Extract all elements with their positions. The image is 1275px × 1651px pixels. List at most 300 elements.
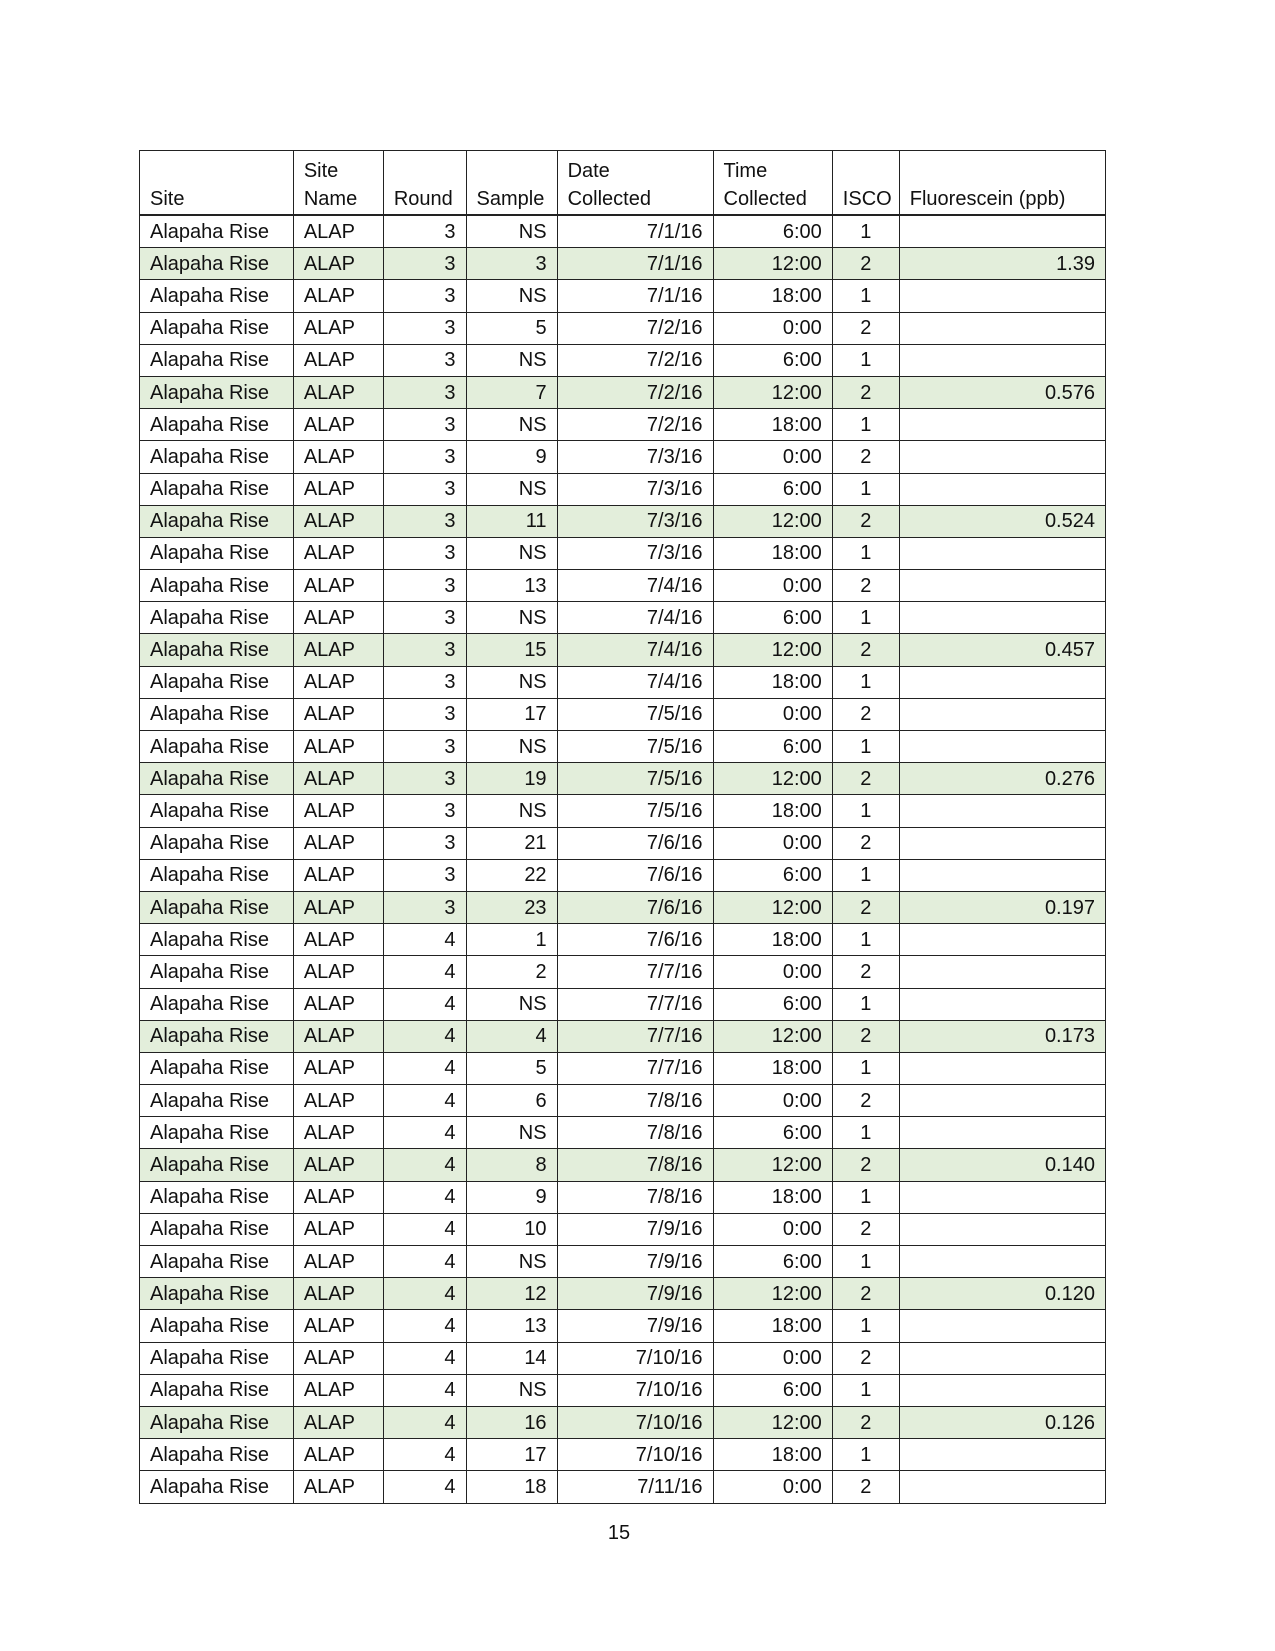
fluorescein-cell: 0.173 (899, 1020, 1105, 1052)
fluorescein-cell: 0.140 (899, 1149, 1105, 1181)
table-row (140, 956, 1106, 988)
table-row (140, 1278, 1106, 1310)
date-cell: 7/2/16 (557, 344, 713, 376)
isco-cell: 1 (832, 409, 899, 441)
round-cell: 4 (383, 1149, 466, 1181)
site-name-cell: ALAP (293, 570, 383, 602)
date-cell: 7/2/16 (557, 312, 713, 344)
sample-cell: 22 (466, 859, 557, 891)
time-cell: 0:00 (713, 1342, 832, 1374)
isco-cell: 1 (832, 731, 899, 763)
round-cell: 3 (383, 505, 466, 537)
date-cell: 7/5/16 (557, 731, 713, 763)
date-cell: 7/4/16 (557, 570, 713, 602)
date-cell: 7/8/16 (557, 1085, 713, 1117)
site-cell: Alapaha Rise (140, 1246, 294, 1278)
round-cell: 3 (383, 376, 466, 408)
site-cell: Alapaha Rise (140, 1310, 294, 1342)
fluorescein-cell: 0.126 (899, 1406, 1105, 1438)
round-cell: 4 (383, 1471, 466, 1503)
fluorescein-cell (899, 827, 1105, 859)
round-cell: 3 (383, 634, 466, 666)
time-cell: 12:00 (713, 634, 832, 666)
site-name-cell: ALAP (293, 537, 383, 569)
column-header-time-collected: Time Collected (713, 151, 832, 216)
sample-cell: 10 (466, 1213, 557, 1245)
column-header-isco: ISCO (832, 151, 899, 216)
time-cell: 18:00 (713, 1052, 832, 1084)
site-cell: Alapaha Rise (140, 1213, 294, 1245)
date-cell: 7/5/16 (557, 698, 713, 730)
table-row (140, 1439, 1106, 1471)
sample-cell: 3 (466, 248, 557, 280)
sample-cell: NS (466, 731, 557, 763)
round-cell: 4 (383, 924, 466, 956)
site-cell: Alapaha Rise (140, 1342, 294, 1374)
round-cell: 3 (383, 570, 466, 602)
fluorescein-sample-table (139, 150, 1106, 1504)
time-cell: 0:00 (713, 441, 832, 473)
round-cell: 3 (383, 215, 466, 248)
site-name-cell: ALAP (293, 1117, 383, 1149)
date-cell: 7/9/16 (557, 1213, 713, 1245)
sample-cell: 1 (466, 924, 557, 956)
site-name-cell: ALAP (293, 795, 383, 827)
isco-cell: 2 (832, 1342, 899, 1374)
isco-cell: 2 (832, 698, 899, 730)
fluorescein-cell: 1.39 (899, 248, 1105, 280)
round-cell: 3 (383, 537, 466, 569)
isco-cell: 2 (832, 634, 899, 666)
date-cell: 7/5/16 (557, 763, 713, 795)
time-cell: 0:00 (713, 698, 832, 730)
site-cell: Alapaha Rise (140, 795, 294, 827)
round-cell: 3 (383, 248, 466, 280)
page-number: 15 (607, 1522, 631, 1544)
sample-cell: NS (466, 1117, 557, 1149)
date-cell: 7/2/16 (557, 376, 713, 408)
table-row (140, 698, 1106, 730)
site-cell: Alapaha Rise (140, 248, 294, 280)
site-name-cell: ALAP (293, 1052, 383, 1084)
round-cell: 3 (383, 827, 466, 859)
table-row (140, 1085, 1106, 1117)
sample-cell: 9 (466, 441, 557, 473)
date-cell: 7/5/16 (557, 795, 713, 827)
sample-cell: NS (466, 537, 557, 569)
table-row (140, 280, 1106, 312)
round-cell: 4 (383, 1374, 466, 1406)
isco-cell: 1 (832, 988, 899, 1020)
sample-cell: 12 (466, 1278, 557, 1310)
isco-cell: 1 (832, 1052, 899, 1084)
table-row (140, 1406, 1106, 1438)
table-row (140, 1471, 1106, 1503)
table-row (140, 795, 1106, 827)
table-row (140, 731, 1106, 763)
time-cell: 0:00 (713, 1213, 832, 1245)
time-cell: 18:00 (713, 1181, 832, 1213)
site-name-cell: ALAP (293, 1471, 383, 1503)
isco-cell: 2 (832, 891, 899, 923)
fluorescein-cell: 0.576 (899, 376, 1105, 408)
sample-cell: NS (466, 1374, 557, 1406)
table-row (140, 1052, 1106, 1084)
isco-cell: 1 (832, 666, 899, 698)
time-cell: 6:00 (713, 215, 832, 248)
fluorescein-cell (899, 473, 1105, 505)
date-cell: 7/9/16 (557, 1278, 713, 1310)
time-cell: 6:00 (713, 731, 832, 763)
round-cell: 3 (383, 891, 466, 923)
round-cell: 3 (383, 666, 466, 698)
isco-cell: 1 (832, 795, 899, 827)
table-row (140, 1374, 1106, 1406)
sample-cell: 23 (466, 891, 557, 923)
site-cell: Alapaha Rise (140, 312, 294, 344)
round-cell: 3 (383, 859, 466, 891)
isco-cell: 2 (832, 1149, 899, 1181)
fluorescein-cell (899, 988, 1105, 1020)
site-name-cell: ALAP (293, 763, 383, 795)
isco-cell: 2 (832, 441, 899, 473)
date-cell: 7/4/16 (557, 602, 713, 634)
sample-cell: 17 (466, 1439, 557, 1471)
fluorescein-cell (899, 344, 1105, 376)
table-row (140, 666, 1106, 698)
site-name-cell: ALAP (293, 1342, 383, 1374)
fluorescein-cell (899, 1310, 1105, 1342)
time-cell: 12:00 (713, 1149, 832, 1181)
fluorescein-cell (899, 312, 1105, 344)
round-cell: 3 (383, 344, 466, 376)
time-cell: 18:00 (713, 795, 832, 827)
fluorescein-cell (899, 441, 1105, 473)
site-cell: Alapaha Rise (140, 827, 294, 859)
time-cell: 18:00 (713, 1439, 832, 1471)
date-cell: 7/10/16 (557, 1374, 713, 1406)
table-row (140, 988, 1106, 1020)
isco-cell: 2 (832, 1085, 899, 1117)
fluorescein-cell (899, 280, 1105, 312)
time-cell: 18:00 (713, 280, 832, 312)
site-name-cell: ALAP (293, 1406, 383, 1438)
isco-cell: 1 (832, 280, 899, 312)
table-row (140, 537, 1106, 569)
round-cell: 4 (383, 1020, 466, 1052)
table-row (140, 924, 1106, 956)
date-cell: 7/7/16 (557, 988, 713, 1020)
time-cell: 18:00 (713, 666, 832, 698)
time-cell: 12:00 (713, 248, 832, 280)
table-row (140, 376, 1106, 408)
site-name-cell: ALAP (293, 409, 383, 441)
round-cell: 3 (383, 698, 466, 730)
round-cell: 4 (383, 1117, 466, 1149)
round-cell: 4 (383, 1310, 466, 1342)
date-cell: 7/7/16 (557, 1052, 713, 1084)
table-row (140, 891, 1106, 923)
fluorescein-cell (899, 795, 1105, 827)
site-cell: Alapaha Rise (140, 1020, 294, 1052)
round-cell: 3 (383, 731, 466, 763)
time-cell: 6:00 (713, 473, 832, 505)
time-cell: 12:00 (713, 1278, 832, 1310)
date-cell: 7/8/16 (557, 1117, 713, 1149)
date-cell: 7/6/16 (557, 859, 713, 891)
sample-cell: 18 (466, 1471, 557, 1503)
column-header-site-name: Site Name (293, 151, 383, 216)
site-name-cell: ALAP (293, 924, 383, 956)
sample-cell: 11 (466, 505, 557, 537)
fluorescein-cell (899, 215, 1105, 248)
table-header-row (140, 151, 1106, 216)
isco-cell: 2 (832, 312, 899, 344)
date-cell: 7/8/16 (557, 1149, 713, 1181)
date-cell: 7/8/16 (557, 1181, 713, 1213)
site-cell: Alapaha Rise (140, 634, 294, 666)
site-name-cell: ALAP (293, 248, 383, 280)
sample-cell: 6 (466, 1085, 557, 1117)
time-cell: 6:00 (713, 1246, 832, 1278)
fluorescein-cell (899, 924, 1105, 956)
date-cell: 7/4/16 (557, 666, 713, 698)
time-cell: 12:00 (713, 376, 832, 408)
sample-cell: NS (466, 215, 557, 248)
date-cell: 7/3/16 (557, 505, 713, 537)
round-cell: 4 (383, 1406, 466, 1438)
fluorescein-cell: 0.457 (899, 634, 1105, 666)
site-name-cell: ALAP (293, 505, 383, 537)
isco-cell: 1 (832, 1374, 899, 1406)
site-name-cell: ALAP (293, 280, 383, 312)
table-row (140, 859, 1106, 891)
round-cell: 3 (383, 280, 466, 312)
sample-cell: NS (466, 473, 557, 505)
sample-cell: NS (466, 988, 557, 1020)
table-row (140, 1213, 1106, 1245)
sample-cell: 4 (466, 1020, 557, 1052)
site-cell: Alapaha Rise (140, 570, 294, 602)
round-cell: 4 (383, 1439, 466, 1471)
site-cell: Alapaha Rise (140, 280, 294, 312)
site-name-cell: ALAP (293, 344, 383, 376)
table-row (140, 441, 1106, 473)
table-row (140, 602, 1106, 634)
table-row (140, 409, 1106, 441)
isco-cell: 2 (832, 505, 899, 537)
table-row (140, 248, 1106, 280)
site-cell: Alapaha Rise (140, 1471, 294, 1503)
site-name-cell: ALAP (293, 1374, 383, 1406)
fluorescein-cell: 0.524 (899, 505, 1105, 537)
sample-cell: NS (466, 1246, 557, 1278)
time-cell: 0:00 (713, 312, 832, 344)
site-cell: Alapaha Rise (140, 344, 294, 376)
site-name-cell: ALAP (293, 1310, 383, 1342)
round-cell: 3 (383, 763, 466, 795)
isco-cell: 2 (832, 570, 899, 602)
isco-cell: 1 (832, 1439, 899, 1471)
round-cell: 3 (383, 312, 466, 344)
column-header-round: Round (383, 151, 466, 216)
fluorescein-cell (899, 602, 1105, 634)
sample-cell: 21 (466, 827, 557, 859)
site-cell: Alapaha Rise (140, 1052, 294, 1084)
site-cell: Alapaha Rise (140, 505, 294, 537)
column-header-date-collected: Date Collected (557, 151, 713, 216)
fluorescein-cell (899, 1052, 1105, 1084)
time-cell: 0:00 (713, 570, 832, 602)
fluorescein-cell (899, 1471, 1105, 1503)
fluorescein-cell (899, 1374, 1105, 1406)
time-cell: 0:00 (713, 827, 832, 859)
site-cell: Alapaha Rise (140, 409, 294, 441)
time-cell: 6:00 (713, 1117, 832, 1149)
fluorescein-cell (899, 956, 1105, 988)
time-cell: 0:00 (713, 1085, 832, 1117)
date-cell: 7/7/16 (557, 1020, 713, 1052)
isco-cell: 2 (832, 1213, 899, 1245)
site-name-cell: ALAP (293, 602, 383, 634)
time-cell: 6:00 (713, 859, 832, 891)
table-row (140, 473, 1106, 505)
fluorescein-cell (899, 409, 1105, 441)
site-cell: Alapaha Rise (140, 215, 294, 248)
isco-cell: 1 (832, 1117, 899, 1149)
site-cell: Alapaha Rise (140, 1406, 294, 1438)
date-cell: 7/9/16 (557, 1310, 713, 1342)
isco-cell: 1 (832, 473, 899, 505)
site-name-cell: ALAP (293, 1439, 383, 1471)
fluorescein-cell (899, 1342, 1105, 1374)
fluorescein-cell (899, 698, 1105, 730)
fluorescein-cell (899, 859, 1105, 891)
isco-cell: 1 (832, 1310, 899, 1342)
date-cell: 7/11/16 (557, 1471, 713, 1503)
time-cell: 6:00 (713, 602, 832, 634)
sample-cell: 19 (466, 763, 557, 795)
fluorescein-cell (899, 1439, 1105, 1471)
isco-cell: 1 (832, 344, 899, 376)
isco-cell: 1 (832, 1181, 899, 1213)
column-header-sample: Sample (466, 151, 557, 216)
column-header-site: Site (140, 151, 294, 216)
time-cell: 6:00 (713, 988, 832, 1020)
table-row (140, 1246, 1106, 1278)
site-name-cell: ALAP (293, 1246, 383, 1278)
table-row (140, 1149, 1106, 1181)
fluorescein-cell (899, 570, 1105, 602)
site-name-cell: ALAP (293, 1020, 383, 1052)
site-cell: Alapaha Rise (140, 988, 294, 1020)
sample-cell: NS (466, 795, 557, 827)
round-cell: 4 (383, 988, 466, 1020)
date-cell: 7/6/16 (557, 891, 713, 923)
time-cell: 12:00 (713, 1020, 832, 1052)
isco-cell: 2 (832, 248, 899, 280)
time-cell: 0:00 (713, 956, 832, 988)
sample-cell: 17 (466, 698, 557, 730)
site-name-cell: ALAP (293, 859, 383, 891)
site-name-cell: ALAP (293, 473, 383, 505)
fluorescein-cell (899, 1117, 1105, 1149)
sample-cell: 5 (466, 312, 557, 344)
fluorescein-cell (899, 1246, 1105, 1278)
time-cell: 6:00 (713, 1374, 832, 1406)
isco-cell: 2 (832, 376, 899, 408)
date-cell: 7/3/16 (557, 473, 713, 505)
date-cell: 7/10/16 (557, 1406, 713, 1438)
date-cell: 7/6/16 (557, 827, 713, 859)
fluorescein-cell (899, 731, 1105, 763)
round-cell: 3 (383, 473, 466, 505)
isco-cell: 2 (832, 827, 899, 859)
isco-cell: 2 (832, 1278, 899, 1310)
table-row (140, 827, 1106, 859)
time-cell: 18:00 (713, 1310, 832, 1342)
site-cell: Alapaha Rise (140, 924, 294, 956)
time-cell: 6:00 (713, 344, 832, 376)
isco-cell: 1 (832, 215, 899, 248)
round-cell: 3 (383, 795, 466, 827)
site-name-cell: ALAP (293, 634, 383, 666)
sample-cell: NS (466, 666, 557, 698)
site-name-cell: ALAP (293, 1085, 383, 1117)
sample-cell: 16 (466, 1406, 557, 1438)
date-cell: 7/1/16 (557, 248, 713, 280)
round-cell: 3 (383, 602, 466, 634)
time-cell: 18:00 (713, 924, 832, 956)
site-name-cell: ALAP (293, 731, 383, 763)
sample-cell: 7 (466, 376, 557, 408)
table-row (140, 763, 1106, 795)
round-cell: 4 (383, 1246, 466, 1278)
date-cell: 7/3/16 (557, 441, 713, 473)
site-cell: Alapaha Rise (140, 763, 294, 795)
time-cell: 18:00 (713, 537, 832, 569)
fluorescein-cell (899, 666, 1105, 698)
site-name-cell: ALAP (293, 827, 383, 859)
site-name-cell: ALAP (293, 698, 383, 730)
site-cell: Alapaha Rise (140, 891, 294, 923)
site-cell: Alapaha Rise (140, 473, 294, 505)
table-row (140, 570, 1106, 602)
fluorescein-cell: 0.120 (899, 1278, 1105, 1310)
sample-cell: 13 (466, 1310, 557, 1342)
site-name-cell: ALAP (293, 376, 383, 408)
sample-cell: 9 (466, 1181, 557, 1213)
isco-cell: 2 (832, 1020, 899, 1052)
isco-cell: 1 (832, 602, 899, 634)
table-row (140, 1310, 1106, 1342)
site-name-cell: ALAP (293, 1149, 383, 1181)
table-row (140, 505, 1106, 537)
table-row (140, 1020, 1106, 1052)
table-row (140, 1117, 1106, 1149)
site-name-cell: ALAP (293, 1181, 383, 1213)
site-cell: Alapaha Rise (140, 376, 294, 408)
table-row (140, 1342, 1106, 1374)
table-row (140, 1181, 1106, 1213)
site-cell: Alapaha Rise (140, 731, 294, 763)
round-cell: 4 (383, 1342, 466, 1374)
date-cell: 7/10/16 (557, 1439, 713, 1471)
site-cell: Alapaha Rise (140, 1374, 294, 1406)
site-name-cell: ALAP (293, 666, 383, 698)
sample-cell: 2 (466, 956, 557, 988)
date-cell: 7/2/16 (557, 409, 713, 441)
